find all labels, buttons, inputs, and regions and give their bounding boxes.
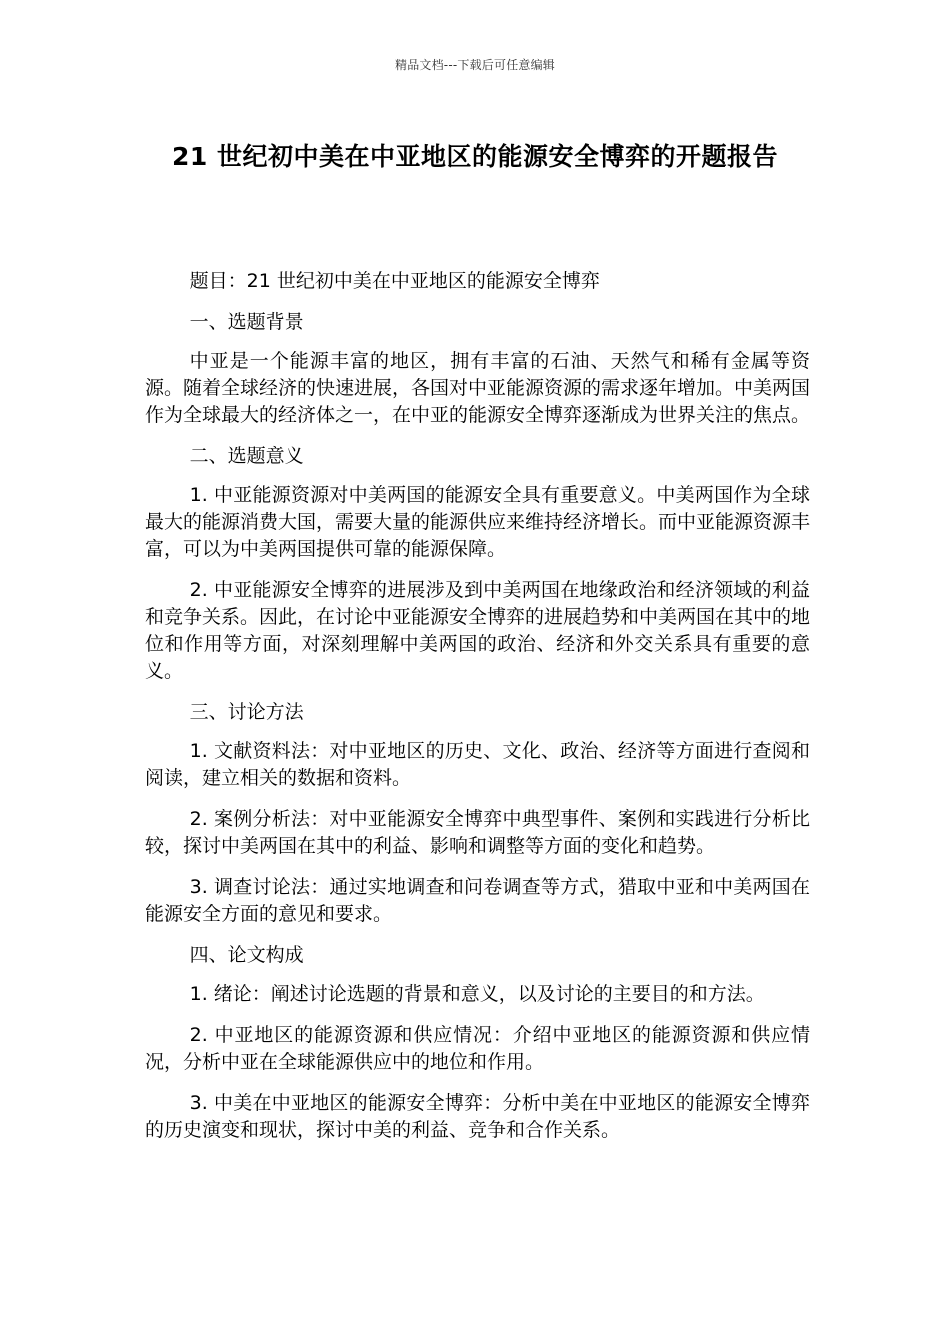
document-title: 21 世纪初中美在中亚地区的能源安全博弈的开题报告 — [172, 142, 778, 171]
header-watermark: 精品文档---下载后可任意编辑 — [395, 58, 555, 72]
methods-paragraph-2: 2. 案例分析法：对中亚能源安全博弈中典型事件、案例和实践进行分析比较，探讨中美两国在其中的利益、影响和调整等方面的变化和趋势。 — [145, 808, 810, 857]
structure-paragraph-2: 2. 中亚地区的能源资源和供应情况：介绍中亚地区的能源资源和供应情况，分析中亚在全球能源供应中的地位和作用。 — [145, 1024, 810, 1073]
background-paragraph: 中亚是一个能源丰富的地区，拥有丰富的石油、天然气和稀有金属等资源。随着全球经济的快速进展，各国对中亚能源资源的需求逐年增加。中美两国作为全球最大的经济体之一，在中亚的能源安全博弈逐渐成为世界关注的焦点。 — [145, 350, 811, 426]
document-body — [145, 268, 810, 1158]
methods-paragraph-1: 1. 文献资料法：对中亚地区的历史、文化、政治、经济等方面进行查阅和阅读，建立相关的数据和资料。 — [145, 740, 810, 789]
structure-paragraph-1: 1. 绪论：阐述讨论选题的背景和意义，以及讨论的主要目的和方法。 — [189, 983, 765, 1005]
section-heading-background: 一、选题背景 — [189, 311, 304, 333]
section-heading-significance: 二、选题意义 — [189, 445, 304, 467]
section-heading-structure: 四、论文构成 — [189, 944, 304, 966]
section-heading-methods: 三、讨论方法 — [189, 701, 304, 723]
significance-paragraph-1: 1. 中亚能源资源对中美两国的能源安全具有重要意义。中美两国作为全球最大的能源消费大国，需要大量的能源供应来维持经济增长。而中亚能源资源丰富，可以为中美两国提供可靠的能源保障。 — [145, 484, 811, 560]
methods-paragraph-3: 3. 调查讨论法：通过实地调查和问卷调查等方式，猎取中亚和中美两国在能源安全方面的意见和要求。 — [145, 876, 810, 925]
structure-paragraph-3: 3. 中美在中亚地区的能源安全博弈：分析中美在中亚地区的能源安全博弈的历史演变和现状，探讨中美的利益、竞争和合作关系。 — [145, 1092, 810, 1141]
significance-paragraph-2: 2. 中亚能源安全博弈的进展涉及到中美两国在地缘政治和经济领域的利益和竞争关系。因此，在讨论中亚能源安全博弈的进展趋势和中美两国在其中的地位和作用等方面，对深刻理解中美两国的政治、经济和外交关系具有重要的意义。 — [145, 579, 811, 682]
topic-line: 题目：21 世纪初中美在中亚地区的能源安全博弈 — [189, 270, 600, 292]
